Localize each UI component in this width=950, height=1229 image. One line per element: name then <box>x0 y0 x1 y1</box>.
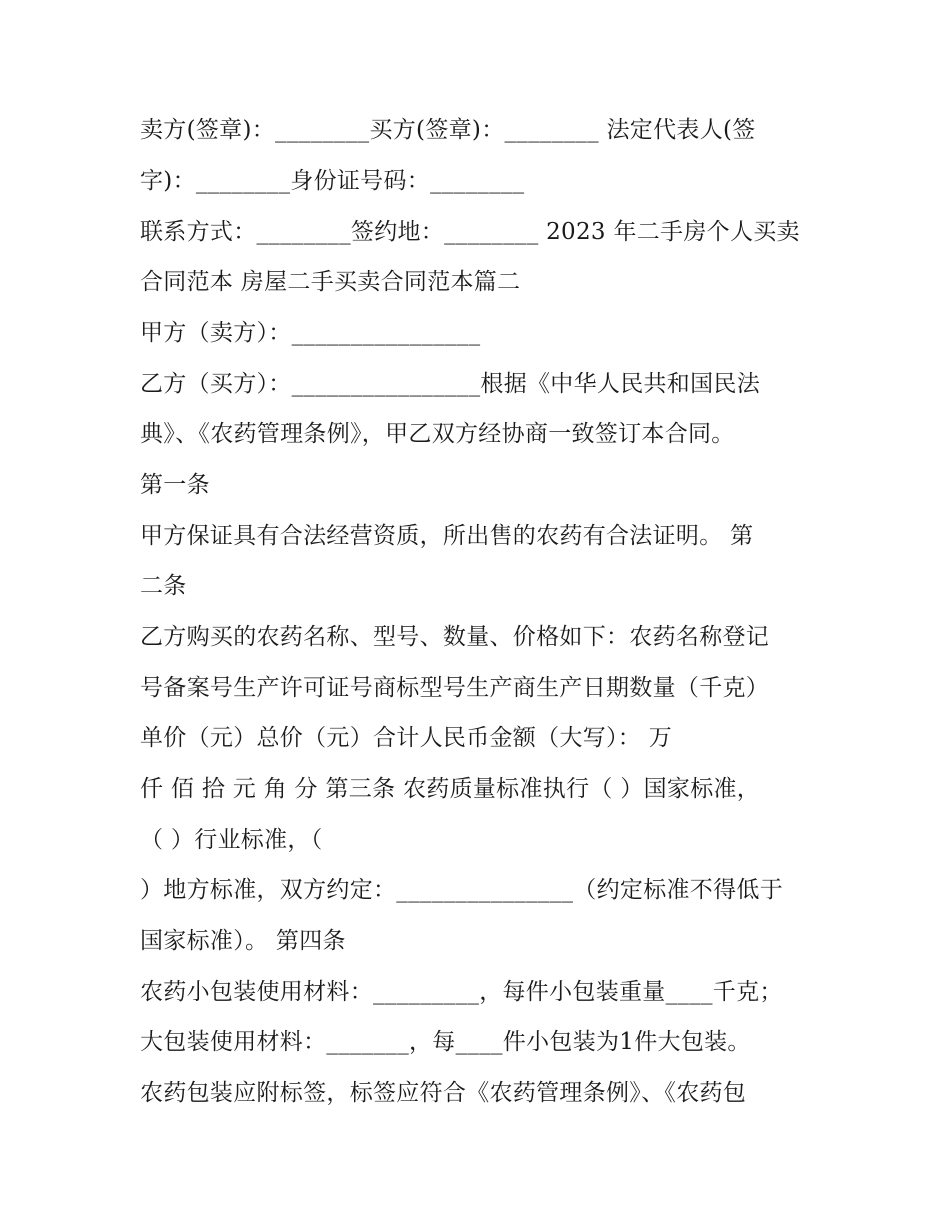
text-line-party-a: 甲方（卖方）：________________ <box>140 320 481 346</box>
text-line-article-2-columns: 号备案号生产许可证号商标型号生产商生产日期数量（千克） <box>140 675 770 701</box>
text-line-contact-info: 联系方式：________签约地：________ 2023 年二手房个人买卖 <box>140 219 800 245</box>
text-line-preamble: 典》、《农药管理条例》，甲乙双方经协商一致签订本合同。 <box>140 421 735 447</box>
text-line-article-3: 仟 佰 拾 元 角 分 第三条 农药质量标准执行（ ）国家标准， <box>140 776 761 802</box>
text-line-small-package: 农药小包装使用材料：_________，每件小包装重量____千克； <box>140 979 783 1005</box>
text-line-party-b: 乙方（买方）：________________根据《中华人民共和国民法 <box>140 371 760 397</box>
text-line-package-label: 农药包装应附标签，标签应符合《农药管理条例》、《农药包 <box>140 1080 747 1106</box>
text-line-industry-standard: （ ）行业标准，（ <box>140 827 323 853</box>
text-line-large-package: 大包装使用材料：_______，每____件小包装为1件大包装。 <box>140 1029 751 1055</box>
text-line-id-number: 字)：________身份证号码：________ <box>140 168 525 194</box>
text-line-article-1: 第一条 <box>140 472 210 498</box>
text-line-article-2-body: 乙方购买的农药名称、型号、数量、价格如下：农药名称登记 <box>140 624 770 650</box>
text-line-seller-signature: 卖方(签章)：________买方(签章)：________ 法定代表人(签 <box>140 117 756 143</box>
text-line-article-2: 二条 <box>140 573 187 599</box>
text-line-article-1-body: 甲方保证具有合法经营资质，所出售的农药有合法证明。 第 <box>140 523 754 549</box>
text-line-section-title: 合同范本 房屋二手买卖合同范本篇二 <box>140 269 521 295</box>
text-line-local-standard: ）地方标准，双方约定：_______________（约定标准不得低于 <box>140 877 783 903</box>
text-line-article-4: 国家标准）。 第四条 <box>140 928 346 954</box>
text-line-article-2-total: 单价（元）总价（元）合计人民币金额（大写）： 万 <box>140 725 673 751</box>
